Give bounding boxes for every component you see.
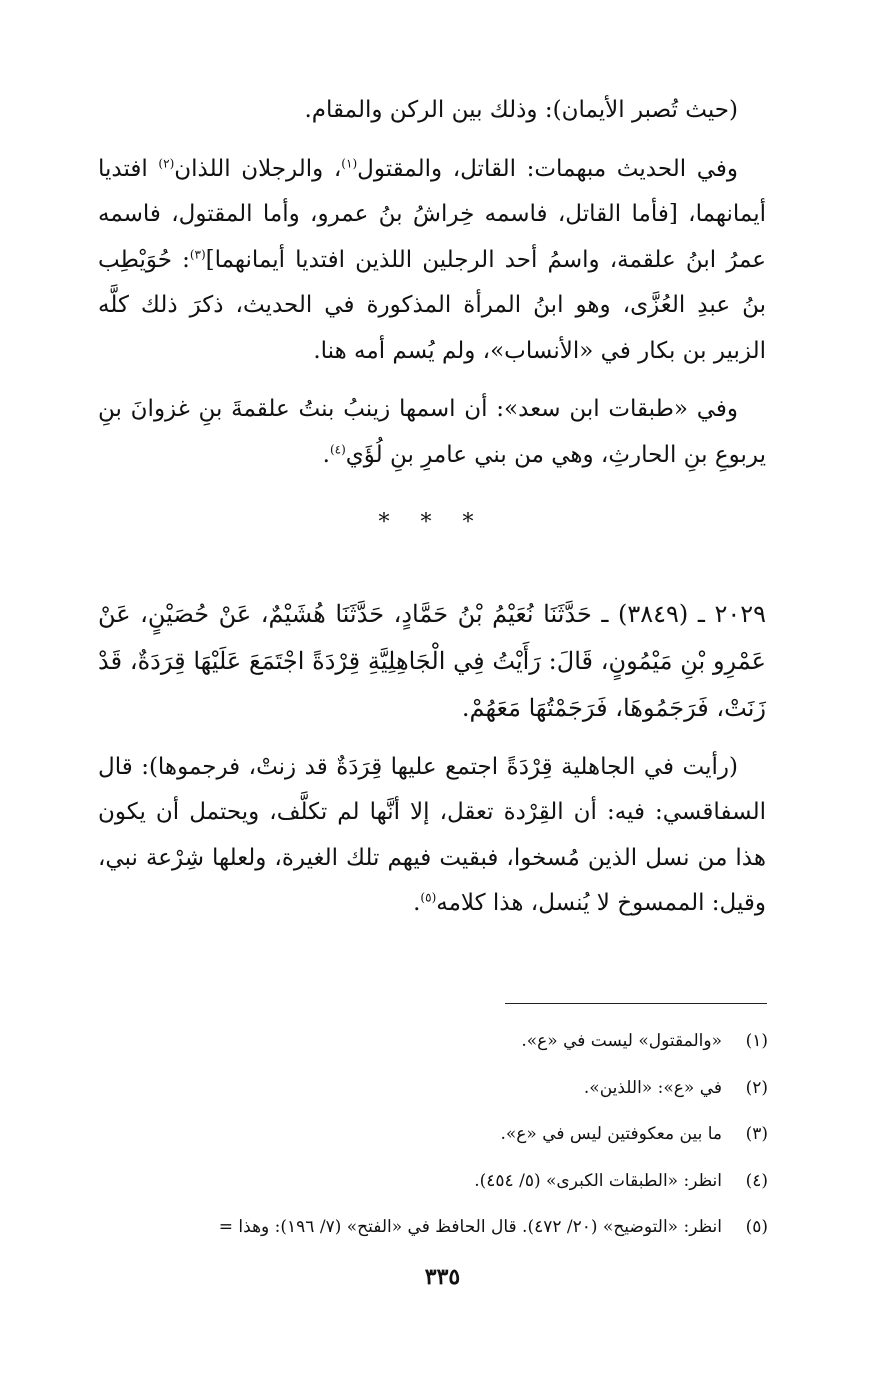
page-number: ٣٣٥ — [424, 1264, 461, 1290]
commentary-paragraph — [98, 88, 766, 134]
footnote-ref[interactable]: (١) — [341, 155, 358, 170]
footnote-number: (٢) — [745, 1077, 768, 1098]
paragraph-text: ، والرجلان اللذان — [174, 155, 342, 182]
footnote-text: ما بين معكوفتين ليس في «ع». — [500, 1124, 722, 1144]
footnote-item — [98, 1065, 768, 1112]
footnote-ref[interactable]: (٤) — [329, 441, 346, 456]
hadith-body: ٢٠٢٩ ـ (٣٨٤٩) ـ حَدَّثَنَا نُعَيْمُ بْنُ حَمَّادٍ، حَدَّثَنَا هُشَيْمٌ، عَنْ حُصَيْنٍ، عَنْ عَمْرِو بْنِ مَيْمُونٍ، قَالَ: رَأَيْتُ فِي الْجَاهِلِيَّةِ قِرْدَةً اجْتَمَعَ عَلَيْهَا قِرَدَةٌ، قَدْ زَنَتْ، فَرَجَمُوهَا، فَرَجَمْتُهَا مَعَهُمْ. — [98, 599, 767, 722]
paragraph-text: . — [322, 441, 330, 468]
footnote-number: (٣) — [745, 1124, 768, 1144]
main-text — [98, 88, 766, 940]
footnotes — [98, 1018, 768, 1251]
footnote-ref[interactable]: (٥) — [420, 890, 437, 905]
footnote-item — [98, 1158, 768, 1205]
paragraph-text: وفي الحديث مبهمات: القاتل، والمقتول — [357, 155, 738, 182]
section-divider-stars: * * * — [378, 510, 486, 535]
paragraph-text: (رأيت في الجاهلية قِرْدَةً اجتمع عليها قِرَدَةٌ قد زنتْ، فرجموها): قال السفاقسي: فيه: أن القِرْدة تعقل، إلا أنَّها لم تكلَّف، ويحتمل أن يكون هذا من نسل الذين مُسخوا، فبقيت فيهم تلك الغيرة، ولعلها شِرْعة نبي، وقيل: الممسوخ لا يُنسل، هذا كلامه — [98, 753, 766, 916]
commentary-paragraph — [98, 745, 766, 927]
footnote-text: «والمقتول» ليست في «ع». — [521, 1031, 722, 1051]
footnote-number: (١) — [745, 1031, 768, 1051]
paragraph-text: : حُوَيْطِب بنُ عبدِ العُزَّى، وهو ابنُ المرأة المذكورة في الحديث، ذكرَ ذلك كلَّه الزبير بن بكار في «الأنساب»، ولم يُسم أمه هنا. — [98, 246, 766, 364]
footnote-separator — [505, 1003, 767, 1004]
footnote-number: (٤) — [745, 1170, 768, 1191]
paragraph-text: . — [413, 890, 421, 916]
paragraph-text: وفي «طبقات ابن سعد»: أن اسمها زينبُ بنتُ علقمةَ بنِ غزوانَ بنِ يربوعِ بنِ الحارثِ، وهي من بني عامرِ بنِ لُؤَي — [98, 396, 766, 468]
paragraph-text: (حيث تُصبر الأيمان): وذلك بين الركن والمقام. — [304, 97, 738, 123]
footnote-ref[interactable]: (٣) — [189, 246, 206, 261]
footnote-number: (٥) — [745, 1217, 768, 1237]
footnote-text: انظر: «الطبقات الكبرى» (٥/ ٤٥٤). — [474, 1170, 722, 1191]
footnote-text: انظر: «التوضيح» (٢٠/ ٤٧٢). قال الحافظ في «الفتح» (٧/ ١٩٦): وهذا = — [218, 1217, 722, 1237]
footnote-item — [98, 1204, 768, 1251]
footnote-item — [98, 1111, 768, 1158]
footnote-text: في «ع»: «اللذين». — [583, 1077, 722, 1098]
hadith-text — [98, 591, 766, 732]
footnote-item — [98, 1018, 768, 1065]
paragraph-text: افتديا أيمانهما، [فأما القاتل، فاسمه خِراشُ بنُ عمرو، وأما المقتول، فاسمه عمرُ ابنُ علقمة، واسمُ أحد الرجلين اللذين افتديا أيمانهما] — [98, 155, 766, 273]
commentary-paragraph — [98, 387, 766, 478]
commentary-paragraph — [98, 147, 766, 375]
footnote-ref[interactable]: (٢) — [158, 155, 175, 170]
